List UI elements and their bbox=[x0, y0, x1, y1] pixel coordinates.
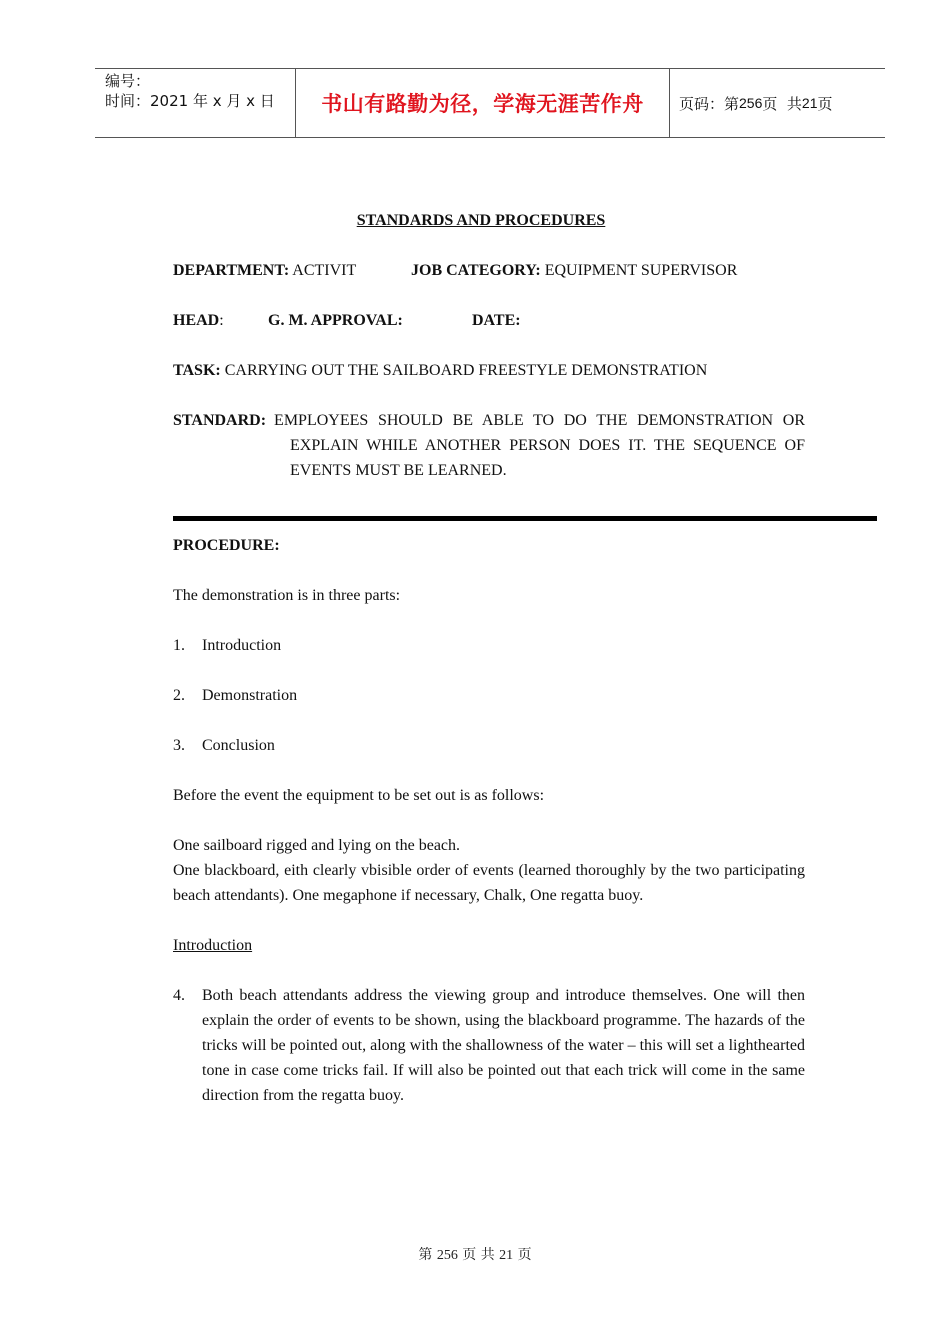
header-meta-cell bbox=[95, 69, 296, 137]
list-text: Demonstration bbox=[202, 687, 298, 704]
list-text: Introduction bbox=[202, 637, 282, 654]
introduction-heading: Introduction bbox=[173, 937, 253, 954]
time-label: 时间：2021 年 x 月 x 日 bbox=[105, 92, 275, 110]
equipment-line-2: One blackboard, eith clearly vbisible order of events (learned thoroughly by the two participating beach attendants). One megaphone if necessary, Chalk, One regatta buoy. bbox=[173, 862, 805, 904]
head-label: HEAD bbox=[173, 312, 220, 329]
gm-approval-label: G. M. APPROVAL: bbox=[268, 312, 403, 329]
intro-line: The demonstration is in three parts: bbox=[173, 587, 401, 604]
footer-mid: 页 共 bbox=[462, 1247, 495, 1263]
department-row bbox=[173, 258, 805, 283]
document-header bbox=[95, 68, 885, 138]
procedure-label: PROCEDURE: bbox=[173, 537, 280, 554]
standard-label: STANDARD: bbox=[173, 412, 267, 429]
date-label: DATE: bbox=[472, 312, 521, 329]
parts-list bbox=[173, 633, 805, 758]
footer-page-total: 21 bbox=[499, 1248, 514, 1263]
list-text: Both beach attendants address the viewing group and introduce themselves. One will then explain the order of events to be shown, using the blackboard programme. The hazards of the tricks will be pointed out, along with the shallowness of the water – this will set a lighthearted tone in case come tricks fail. If will also be pointed out that each trick will come in the same direction from the regatta buoy. bbox=[202, 987, 805, 1104]
page-footer bbox=[0, 1244, 950, 1264]
page-prefix: 页码：第 bbox=[679, 94, 740, 113]
before-line: Before the event the equipment to be set out is as follows: bbox=[173, 787, 545, 804]
page-number: 256 bbox=[739, 95, 763, 111]
footer-suffix: 页 bbox=[517, 1247, 532, 1263]
job-category-label: JOB CATEGORY: bbox=[411, 262, 541, 279]
standard-block bbox=[173, 408, 805, 483]
task-value: CARRYING OUT THE SAILBOARD FREESTYLE DEMONSTRATION bbox=[220, 362, 708, 379]
list-number: 3. bbox=[173, 737, 185, 754]
list-item bbox=[173, 733, 805, 758]
serial-label: 编号： bbox=[105, 72, 151, 90]
task-row bbox=[173, 358, 805, 383]
list-item bbox=[173, 633, 805, 658]
header-motto-cell bbox=[296, 69, 670, 137]
head-colon: : bbox=[219, 312, 224, 329]
standard-text: EXPLAIN WHILE ANOTHER PERSON DOES IT. THE SEQUENCE OF EVENTS MUST BE LEARNED. bbox=[290, 437, 805, 479]
approval-row bbox=[173, 308, 805, 333]
document-body bbox=[173, 208, 805, 1108]
list-text: Conclusion bbox=[202, 737, 275, 754]
page-total: 21 bbox=[801, 95, 818, 111]
list-item bbox=[173, 683, 805, 708]
standard-first-line: EMPLOYEES SHOULD BE ABLE TO DO THE DEMONSTRATION OR bbox=[274, 412, 805, 429]
task-label: TASK: bbox=[173, 362, 221, 379]
footer-prefix: 第 bbox=[418, 1247, 433, 1263]
page-suffix: 页 bbox=[817, 94, 833, 113]
footer-page-number: 256 bbox=[436, 1248, 458, 1263]
steps-list bbox=[173, 983, 805, 1108]
job-category-value: EQUIPMENT SUPERVISOR bbox=[540, 262, 738, 279]
motto-text: 书山有路勤为径，学海无涯苦作舟 bbox=[321, 92, 644, 116]
department-label: DEPARTMENT: bbox=[173, 262, 290, 279]
department-value: ACTIVIT bbox=[289, 262, 357, 279]
list-item bbox=[173, 983, 805, 1108]
list-number: 1. bbox=[173, 637, 185, 654]
equipment-line-1: One sailboard rigged and lying on the beach. bbox=[173, 837, 461, 854]
page-mid: 页 共 bbox=[762, 94, 802, 113]
list-number: 2. bbox=[173, 687, 185, 704]
list-number: 4. bbox=[173, 987, 185, 1004]
page-title: STANDARDS AND PROCEDURES bbox=[356, 212, 606, 229]
header-page-cell bbox=[670, 69, 885, 137]
